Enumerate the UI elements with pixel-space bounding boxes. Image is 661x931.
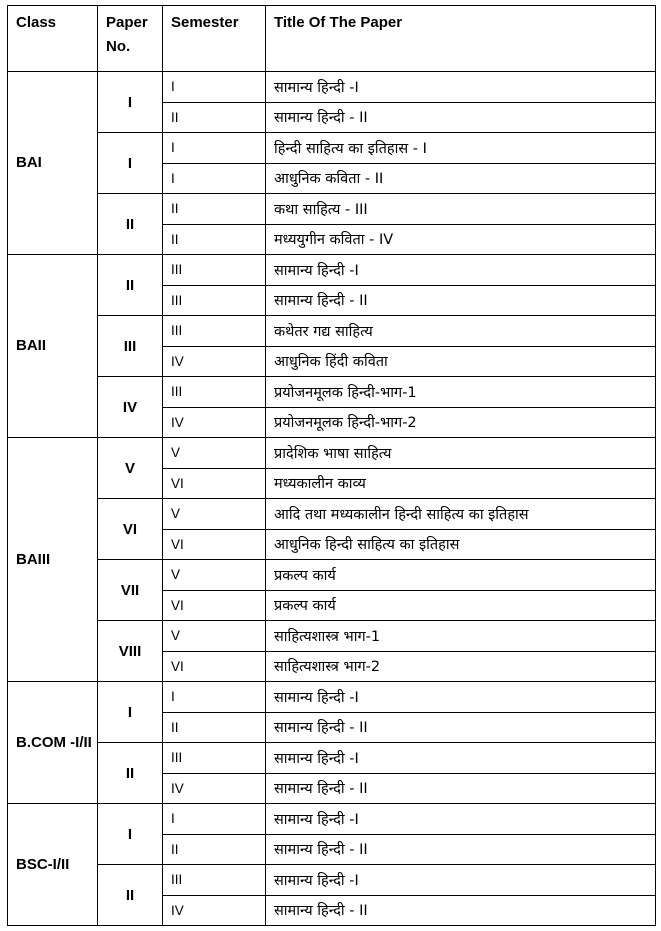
semester-cell: V (163, 438, 266, 469)
semester-cell: I (163, 72, 266, 103)
paper-no-cell: I (98, 682, 163, 743)
header-title: Title Of The Paper (266, 6, 656, 72)
class-cell: B.COM -I/II (8, 682, 98, 804)
semester-cell: IV (163, 773, 266, 804)
header-semester: Semester (163, 6, 266, 72)
semester-cell: VI (163, 529, 266, 560)
semester-cell: IV (163, 407, 266, 438)
paper-no-cell: VI (98, 499, 163, 560)
paper-title-cell: सामान्य हिन्दी -I (266, 255, 656, 286)
paper-title-cell: आधुनिक कविता - II (266, 163, 656, 194)
paper-title-cell: सामान्य हिन्दी - II (266, 895, 656, 926)
paper-title-cell: प्रकल्प कार्य (266, 560, 656, 591)
paper-title-cell: सामान्य हिन्दी -I (266, 72, 656, 103)
paper-no-cell: I (98, 133, 163, 194)
header-row (8, 6, 656, 72)
semester-cell: III (163, 316, 266, 347)
table-row (8, 133, 656, 164)
semester-cell: III (163, 255, 266, 286)
table-row (8, 316, 656, 347)
paper-title-cell: प्रादेशिक भाषा साहित्य (266, 438, 656, 469)
table-row (8, 682, 656, 713)
table-row (8, 438, 656, 469)
semester-cell: II (163, 712, 266, 743)
paper-title-cell: प्रयोजनमूलक हिन्दी-भाग-2 (266, 407, 656, 438)
paper-no-cell: III (98, 316, 163, 377)
paper-title-cell: सामान्य हिन्दी - II (266, 102, 656, 133)
semester-cell: II (163, 224, 266, 255)
semester-cell: IV (163, 346, 266, 377)
semester-cell: VI (163, 468, 266, 499)
semester-cell: V (163, 560, 266, 591)
semester-cell: VI (163, 651, 266, 682)
class-cell: BAII (8, 255, 98, 438)
paper-no-cell: II (98, 255, 163, 316)
table-body (8, 72, 656, 926)
paper-title-cell: सामान्य हिन्दी -I (266, 682, 656, 713)
paper-title-cell: साहित्यशास्त्र भाग-2 (266, 651, 656, 682)
semester-cell: II (163, 194, 266, 225)
paper-title-cell: आदि तथा मध्यकालीन हिन्दी साहित्य का इतिहास (266, 499, 656, 530)
semester-cell: III (163, 865, 266, 896)
semester-cell: III (163, 285, 266, 316)
paper-title-cell: सामान्य हिन्दी - II (266, 773, 656, 804)
semester-cell: III (163, 377, 266, 408)
paper-no-cell: II (98, 865, 163, 926)
paper-title-cell: आधुनिक हिन्दी साहित्य का इतिहास (266, 529, 656, 560)
paper-title-cell: प्रयोजनमूलक हिन्दी-भाग-1 (266, 377, 656, 408)
paper-no-cell: VIII (98, 621, 163, 682)
paper-title-cell: मध्यकालीन काव्य (266, 468, 656, 499)
header-paper-no: Paper No. (98, 6, 163, 72)
paper-no-cell: VII (98, 560, 163, 621)
paper-no-cell: V (98, 438, 163, 499)
paper-no-cell: II (98, 194, 163, 255)
class-cell: BAIII (8, 438, 98, 682)
table-row (8, 865, 656, 896)
paper-title-cell: कथेतर गद्य साहित्य (266, 316, 656, 347)
semester-cell: IV (163, 895, 266, 926)
class-cell: BSC-I/II (8, 804, 98, 926)
paper-title-cell: सामान्य हिन्दी - II (266, 285, 656, 316)
semester-cell: II (163, 102, 266, 133)
table-row (8, 621, 656, 652)
paper-no-cell: IV (98, 377, 163, 438)
paper-title-cell: मध्ययुगीन कविता - IV (266, 224, 656, 255)
table-row (8, 743, 656, 774)
semester-cell: I (163, 163, 266, 194)
paper-title-cell: कथा साहित्य - III (266, 194, 656, 225)
header-class: Class (8, 6, 98, 72)
table-row (8, 72, 656, 103)
paper-title-cell: सामान्य हिन्दी - II (266, 834, 656, 865)
table-row (8, 194, 656, 225)
table-row (8, 560, 656, 591)
paper-title-cell: सामान्य हिन्दी -I (266, 865, 656, 896)
table-row (8, 804, 656, 835)
semester-cell: V (163, 621, 266, 652)
class-cell: BAI (8, 72, 98, 255)
table-row (8, 377, 656, 408)
syllabus-table (7, 5, 656, 926)
paper-title-cell: सामान्य हिन्दी -I (266, 743, 656, 774)
semester-cell: I (163, 682, 266, 713)
semester-cell: VI (163, 590, 266, 621)
table-row (8, 499, 656, 530)
paper-no-cell: II (98, 743, 163, 804)
semester-cell: II (163, 834, 266, 865)
semester-cell: III (163, 743, 266, 774)
semester-cell: V (163, 499, 266, 530)
semester-cell: I (163, 133, 266, 164)
paper-title-cell: सामान्य हिन्दी - II (266, 712, 656, 743)
paper-no-cell: I (98, 72, 163, 133)
table-row (8, 255, 656, 286)
paper-title-cell: साहित्यशास्त्र भाग-1 (266, 621, 656, 652)
paper-title-cell: हिन्दी साहित्य का इतिहास - I (266, 133, 656, 164)
paper-title-cell: प्रकल्प कार्य (266, 590, 656, 621)
paper-title-cell: सामान्य हिन्दी -I (266, 804, 656, 835)
semester-cell: I (163, 804, 266, 835)
paper-title-cell: आधुनिक हिंदी कविता (266, 346, 656, 377)
paper-no-cell: I (98, 804, 163, 865)
